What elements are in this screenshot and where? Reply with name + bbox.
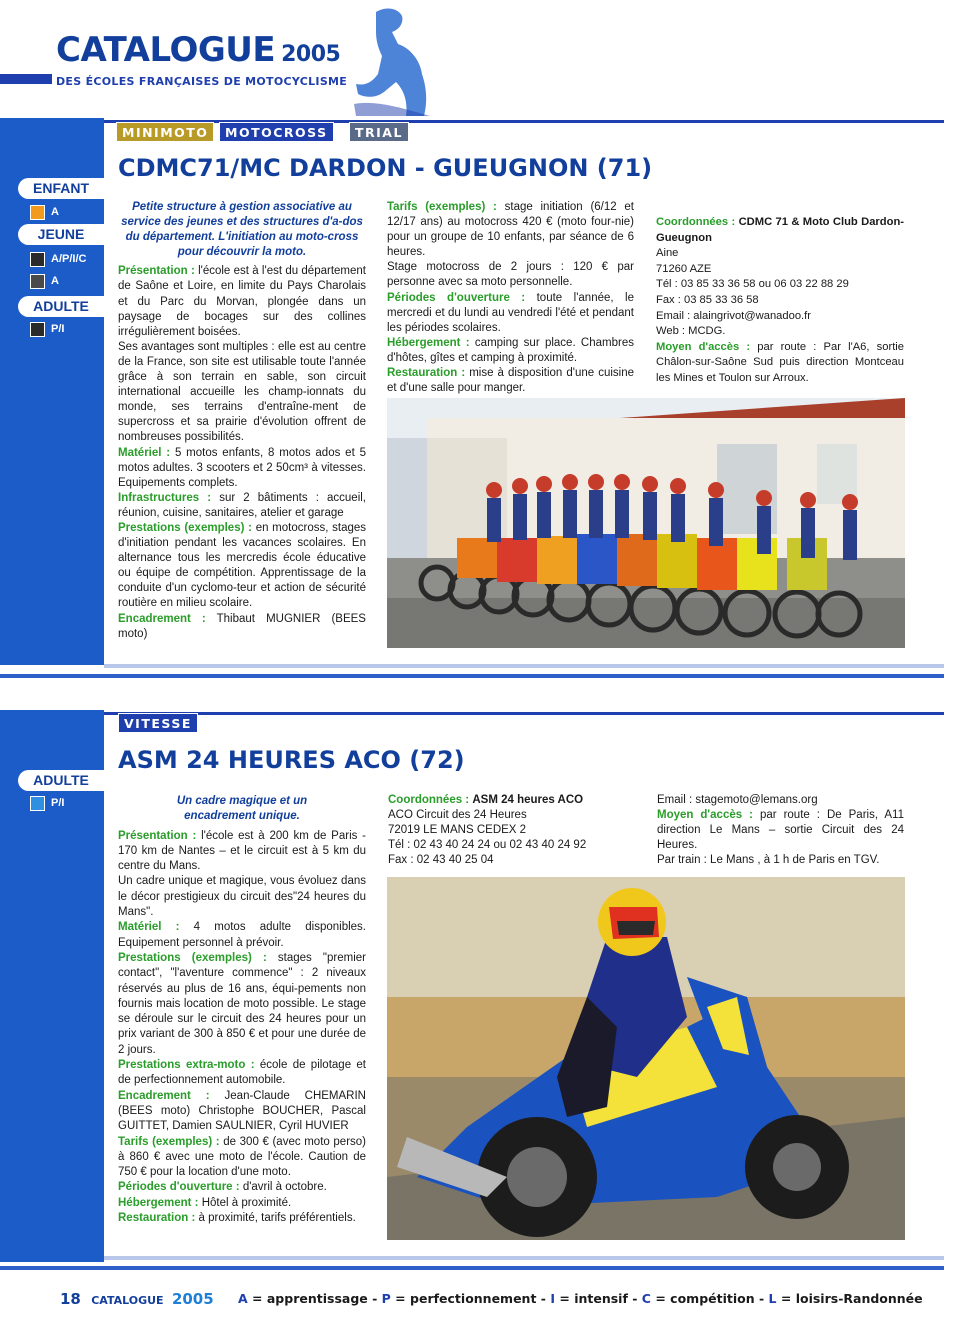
label: Matériel : bbox=[118, 921, 180, 934]
value: en motocross, stages d'initiation pendant les vacances scolaires. En alternance tous les mercredis école éducative ou équipe de compétition. Apprentissage de la conduite d'un cyclomo-teur et action de sécurité routière en milieu scolaire. bbox=[118, 521, 367, 610]
catalogue-title-text: CATALOGUE bbox=[56, 30, 276, 70]
acces bbox=[657, 808, 904, 853]
label: Encadrement : bbox=[118, 612, 206, 625]
label: Hébergement : bbox=[118, 1196, 199, 1209]
section-divider bbox=[104, 664, 944, 668]
value: stages "premier contact", "l'aventure commence" : 2 niveaux réservés au plus de 16 ans, équi-pements non fournis mais location de moto possible. Le stage se déroule sur le circuit des 24 heures pour un prix variant de 300 à 850 € et pour une durée de 2 jours. bbox=[118, 951, 366, 1056]
label: Présentation : bbox=[118, 829, 197, 842]
school-title: CDMC71/MC DARDON - GUEUGNON (71) bbox=[118, 154, 653, 182]
level-sidebar bbox=[0, 118, 104, 665]
tarifs bbox=[387, 200, 634, 260]
value: camping sur place. Chambres d'hôtes, gîtes et camping à proximité. bbox=[387, 336, 634, 364]
fax: Fax : 03 85 33 36 58 bbox=[656, 293, 759, 306]
photo-sportbike-rider bbox=[387, 877, 905, 1240]
website: Web : MCDG. bbox=[656, 325, 726, 338]
legend-value: loisirs-Randonnée bbox=[795, 1291, 923, 1306]
section-divider bbox=[104, 1256, 944, 1260]
label: Coordonnées : bbox=[388, 794, 470, 806]
level-code: P/I bbox=[51, 323, 65, 335]
level-legend: A = apprentissage - P = perfectionnement - I = intensif - C = compétition - L = loisirs-Randonnée bbox=[238, 1291, 923, 1306]
black-square-icon bbox=[30, 252, 45, 267]
legend-key: C bbox=[641, 1291, 651, 1306]
level-code: A bbox=[51, 275, 59, 287]
value: à proximité, tarifs préférentiels. bbox=[198, 1212, 356, 1225]
restauration bbox=[118, 1211, 366, 1226]
legend-key: L bbox=[768, 1291, 777, 1306]
label: Coordonnées : bbox=[656, 216, 736, 228]
label: Tarifs (exemples) : bbox=[118, 1135, 220, 1148]
label: Périodes d'ouverture : bbox=[387, 291, 526, 304]
label: Prestations (exemples) : bbox=[118, 951, 267, 964]
value: Hôtel à proximité. bbox=[201, 1196, 292, 1209]
tarifs bbox=[118, 1135, 366, 1181]
label: Moyen d'accès : bbox=[657, 809, 753, 822]
rider-logo-icon bbox=[346, 4, 438, 120]
value: par route : Par l'A6, sortie Châlon-sur-Saône Sud puis direction Montceau les Mines et Toulon sur Arroux. bbox=[656, 340, 905, 384]
catalogue-title bbox=[56, 30, 340, 70]
avantages: Ses avantages sont multiples : elle est au centre de la France, son site est utilisable toute l'année grâce à son terrain en sable, son circuit international accueille les champ-ionnats du monde, ses terrains d'entraîne-ment de supercross et sa prairie d'évolution offrent de nombreuses possibilités. bbox=[118, 340, 366, 444]
level-code: A/P/I/C bbox=[51, 253, 87, 265]
legend-value: perfectionnement bbox=[410, 1291, 537, 1306]
level-row-adulte bbox=[30, 795, 64, 811]
catalogue-subtitle: DES ÉCOLES FRANÇAISES DE MOTOCYCLISME bbox=[56, 75, 348, 88]
value: Thibaut MUGNIER (BEES moto) bbox=[118, 612, 366, 640]
infrastructures bbox=[118, 491, 366, 521]
coordonnees bbox=[388, 793, 638, 808]
level-code: A bbox=[51, 206, 59, 218]
level-row-jeune-2 bbox=[30, 273, 59, 289]
school-text-col-3 bbox=[657, 793, 904, 868]
prestations-extra bbox=[118, 1058, 366, 1089]
value: 4 motos adulte disponibles. Equipement personnel à prévoir. bbox=[118, 921, 366, 949]
level-enfant: ENFANT bbox=[18, 178, 104, 199]
section-divider-blue bbox=[0, 674, 944, 678]
email: Email : stagemoto@lemans.org bbox=[657, 794, 818, 806]
presentation bbox=[118, 829, 366, 875]
value: sur 2 bâtiments : accueil, réunion, cuisine, sanitaires, atelier et garage bbox=[118, 491, 367, 519]
tab-minimoto: MINIMOTO bbox=[116, 122, 214, 142]
footer-year: 2005 bbox=[171, 1290, 214, 1308]
legend-value: apprentissage bbox=[266, 1291, 368, 1306]
label: Prestations (exemples) : bbox=[118, 521, 252, 534]
acces bbox=[656, 340, 904, 387]
photo-sportbike-rider-image bbox=[387, 877, 905, 1240]
photo-kids-motocross-image bbox=[387, 398, 905, 648]
value: CDMC 71 & Moto Club Dardon-Gueugnon bbox=[656, 216, 905, 244]
hebergement bbox=[387, 336, 634, 366]
presentation bbox=[118, 264, 366, 339]
value: l'école est à 200 km de Paris - 170 km de Nantes – et le circuit est à 5 km du centre du Mans. bbox=[118, 829, 367, 873]
value: par route : De Paris, A11 direction Le Mans – sortie Circuit des 24 Heures. bbox=[657, 809, 904, 852]
legend-value: intensif bbox=[574, 1291, 628, 1306]
grey-square-icon bbox=[30, 274, 45, 289]
header-bar bbox=[0, 74, 52, 84]
cadre: Un cadre unique et magique, vous évoluez dans le décor prestigieux du circuit des"24 heures du Mans". bbox=[118, 875, 366, 919]
label: Moyen d'accès : bbox=[656, 340, 751, 353]
label: Encadrement : bbox=[118, 1089, 210, 1102]
email: Email : alaingrivot@wanadoo.fr bbox=[656, 309, 812, 322]
legend-key: A bbox=[238, 1291, 248, 1306]
materiel bbox=[118, 446, 366, 491]
label: Restauration : bbox=[118, 1212, 196, 1225]
school-text-col-3 bbox=[656, 200, 904, 387]
legend-value: compétition bbox=[670, 1291, 755, 1306]
value: de 300 € (avec moto perso) à 860 € avec une moto de l'école. Caution de 750 € pour la location d'une moto. bbox=[118, 1135, 367, 1179]
page-number: 18 bbox=[60, 1290, 81, 1308]
level-sidebar bbox=[0, 710, 104, 1262]
coordonnees bbox=[656, 215, 904, 246]
label: Infrastructures : bbox=[118, 491, 212, 504]
value: toute l'année, le mercredi et du lundi au vendredi l'été et pendant les périodes scolaires. bbox=[387, 291, 634, 334]
hebergement bbox=[118, 1196, 366, 1211]
value: 5 motos enfants, 8 motos ados et 5 motos adultes. 3 scooters et 2 50cm³ à vitesses. Equipements complets. bbox=[118, 446, 366, 489]
level-row-enfant bbox=[30, 204, 59, 220]
blue-square-icon bbox=[30, 796, 45, 811]
label: Présentation : bbox=[118, 265, 195, 278]
catalogue-year: 2005 bbox=[281, 42, 341, 67]
address-1: ACO Circuit des 24 Heures bbox=[388, 809, 527, 822]
prestations bbox=[118, 951, 366, 1058]
school-text-col-2 bbox=[388, 793, 638, 868]
periodes bbox=[387, 291, 634, 336]
address-2: 71260 AZE bbox=[656, 262, 712, 275]
materiel bbox=[118, 920, 366, 951]
phone: Tél : 03 85 33 36 58 ou 06 03 22 88 29 bbox=[656, 278, 849, 291]
legend-key: P bbox=[381, 1291, 391, 1306]
value: ASM 24 heures ACO bbox=[472, 794, 584, 806]
value: l'école est à l'est du département de Saône et Loire, en limite du Pays Charolais et du Parc du Morvan, plongée dans un paysage de bocages sur des collines irrégulièrement boisées. bbox=[118, 265, 366, 338]
school-text-col-1 bbox=[118, 200, 366, 642]
value: école de pilotage et de perfectionnement automobile. bbox=[118, 1059, 367, 1087]
value: mise à disposition d'une cuisine et d'une salle pour manger. bbox=[387, 367, 634, 395]
phone: Tél : 02 43 40 24 24 ou 02 43 40 24 92 bbox=[388, 839, 587, 852]
school-text-col-2 bbox=[387, 200, 634, 396]
school-title: ASM 24 HEURES ACO (72) bbox=[118, 746, 465, 774]
tab-vitesse: VITESSE bbox=[118, 713, 198, 733]
level-adulte: ADULTE bbox=[18, 770, 104, 791]
section-divider-blue bbox=[0, 1266, 944, 1270]
address-1: Aine bbox=[656, 247, 679, 260]
section-rule bbox=[104, 712, 944, 715]
level-code: P/I bbox=[51, 797, 65, 809]
value: stage initiation (6/12 et 12/17 ans) au motocross 420 € (moto four-nie) pour un groupe de 10 enfants, par séance de 6 heures. bbox=[387, 201, 634, 259]
level-adulte: ADULTE bbox=[18, 296, 104, 317]
periodes bbox=[118, 1180, 366, 1195]
label: Tarifs (exemples) : bbox=[387, 201, 497, 213]
page-footer bbox=[60, 1290, 923, 1308]
label: Restauration : bbox=[387, 367, 466, 380]
tab-motocross: MOTOCROSS bbox=[219, 122, 334, 142]
prestations bbox=[118, 521, 366, 612]
tarifs-2: Stage motocross de 2 jours : 120 € par personne avec sa moto personnelle. bbox=[387, 261, 634, 289]
black-square-icon bbox=[30, 322, 45, 337]
train: Par train : Le Mans , à 1 h de Paris en TGV. bbox=[657, 854, 880, 867]
footer-catalogue: CATALOGUE bbox=[91, 1294, 164, 1307]
address-2: 72019 LE MANS CEDEX 2 bbox=[388, 824, 527, 837]
orange-square-icon bbox=[30, 205, 45, 220]
label: Hébergement : bbox=[387, 336, 470, 349]
encadrement bbox=[118, 1089, 366, 1135]
level-jeune: JEUNE bbox=[18, 224, 104, 245]
tab-trial: TRIAL bbox=[349, 122, 409, 142]
value: Jean-Claude CHEMARIN (BEES moto) Christophe BOUCHER, Pascal GUITTET, Damien SAULNIER, Cyril HUVIER bbox=[118, 1089, 366, 1133]
level-row-jeune bbox=[30, 251, 86, 267]
level-row-adulte bbox=[30, 321, 64, 337]
label: Prestations extra-moto : bbox=[118, 1059, 255, 1072]
value: d'avril à octobre. bbox=[242, 1181, 327, 1194]
photo-kids-motocross bbox=[387, 398, 905, 648]
school-text-col-1 bbox=[118, 794, 366, 1226]
school-intro: Un cadre magique et un encadrement unique. bbox=[176, 795, 308, 823]
legend-key: I bbox=[550, 1291, 555, 1306]
label: Matériel : bbox=[118, 446, 171, 459]
fax: Fax : 02 43 40 25 04 bbox=[388, 854, 494, 867]
restauration bbox=[387, 366, 634, 396]
label: Périodes d'ouverture : bbox=[118, 1181, 240, 1194]
encadrement bbox=[118, 612, 366, 642]
school-intro: Petite structure à gestion associative au service des jeunes et des structures d'a-dos du département. L'initiation au moto-cross pour découvrir la moto. bbox=[121, 201, 363, 259]
